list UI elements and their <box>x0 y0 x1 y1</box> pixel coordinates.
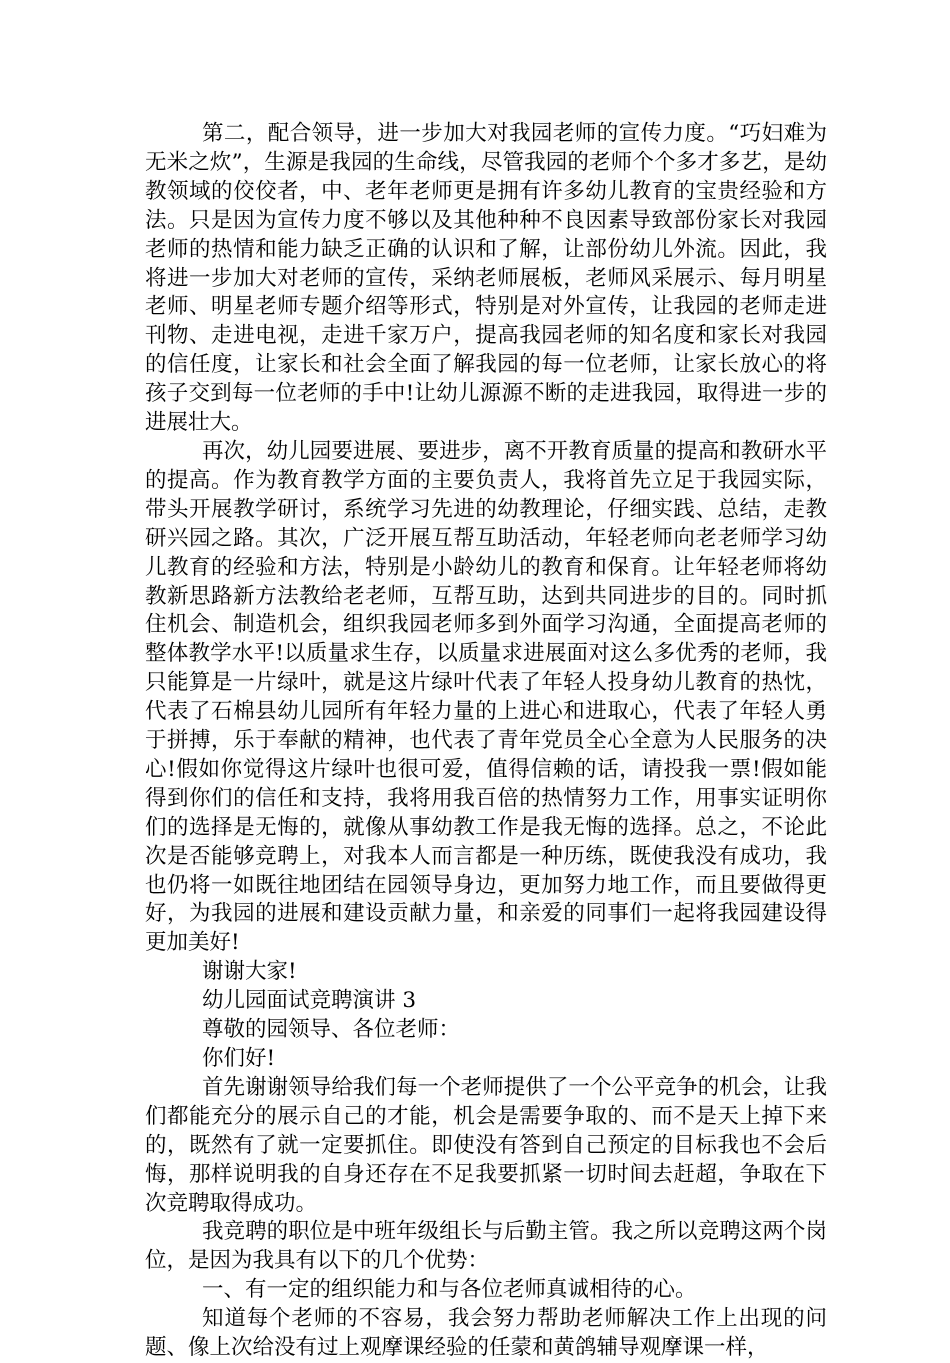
paragraph-publicity: 第二，配合领导，进一步加大对我园老师的宣传力度。“巧妇难为无米之炊”，生源是我园的生命线，尽管我园的老师个个多才多艺，是幼教领域的佼佼者，中、老年老师更是拥有许多幼儿教育的宝贵经验和方法。只是因为宣传力度不够以及其他种种不良因素导致部份家长对我园老师的热情和能力缺乏正确的认识和了解，让部份幼儿外流。因此，我将进一步加大对老师的宣传，采纳老师展板，老师风采展示、每月明星老师、明星老师专题介绍等形式，特别是对外宣传，让我园的老师走进刊物、走进电视，走进千家万户，提高我园老师的知名度和家长对我园的信任度，让家长和社会全面了解我园的每一位老师，让家长放心的将孩子交到每一位老师的手中!让幼儿源源不断的走进我园，取得进一步的进展壮大。 <box>145 121 827 436</box>
paragraph-position: 我竞聘的职位是中班年级组长与后勤主管。我之所以竞聘这两个岗位，是因为我具有以下的几个优势： <box>145 1219 827 1274</box>
paragraph-strength-one: 一、有一定的组织能力和与各位老师真诚相待的心。 <box>202 1277 697 1303</box>
document-body <box>145 120 827 1363</box>
paragraph-opening: 首先谢谢领导给我们每一个老师提供了一个公平竞争的机会，让我们都能充分的展示自己的才能，机会是需要争取的、而不是天上掉下来的，既然有了就一定要抓住。即使没有答到自己预定的目标我也不会后悔，那样说明我的自身还存在不足我要抓紧一切时间去赶超，争取在下次竞聘取得成功。 <box>145 1074 827 1216</box>
paragraph-helping-teachers: 知道每个老师的不容易，我会努力帮助老师解决工作上出现的问题、像上次给没有过上观摩课经验的任蒙和黄鸽辅导观摩课一样， <box>145 1306 827 1361</box>
greeting: 你们好! <box>202 1046 276 1071</box>
salutation: 尊敬的园领导、各位老师： <box>202 1017 461 1043</box>
paragraph-thanks: 谢谢大家! <box>202 959 297 985</box>
section-heading: 幼儿园面试竞聘演讲 3 <box>202 988 417 1014</box>
paragraph-teaching-quality: 再次，幼儿园要进展、要进步，离不开教育质量的提高和教研水平的提高。作为教育教学方面的主要负责人，我将首先立足于我园实际，带头开展教学研讨，系统学习先进的幼教理论，仔细实践、总结，走教研兴园之路。其次，广泛开展互帮互助活动，年轻老师向老老师学习幼儿教育的经验和方法，特别是小龄幼儿的教育和保育。让年轻老师将幼教新思路新方法教给老老师，互帮互助，达到共同进步的目的。同时抓住机会、制造机会，组织我园老师多到外面学习沟通，全面提高老师的整体教学水平!以质量求生存，以质量求进展面对这么多优秀的老师，我只能算是一片绿叶，就是这片绿叶代表了年轻人投身幼儿教育的热忱，代表了石棉县幼儿园所有年轻力量的上进心和进取心，代表了年轻人勇于拼搏，乐于奉献的精神，也代表了青年党员全心全意为人民服务的决心!假如你觉得这片绿叶也很可爱，值得信赖的话，请投我一票!假如能得到你们的信任和支持，我将用我百倍的热情努力工作，用事实证明你们的选择是无悔的，就像从事幼教工作是我无悔的选择。总之，不论此次是否能够竞聘上，对我本人而言都是一种历练，既使我没有成功，我也仍将一如既往地团结在园领导身边，更加努力地工作，而且要做得更好，为我园的进展和建设贡献力量，和亲爱的同事们一起将我园建设得更加美好! <box>145 438 827 956</box>
